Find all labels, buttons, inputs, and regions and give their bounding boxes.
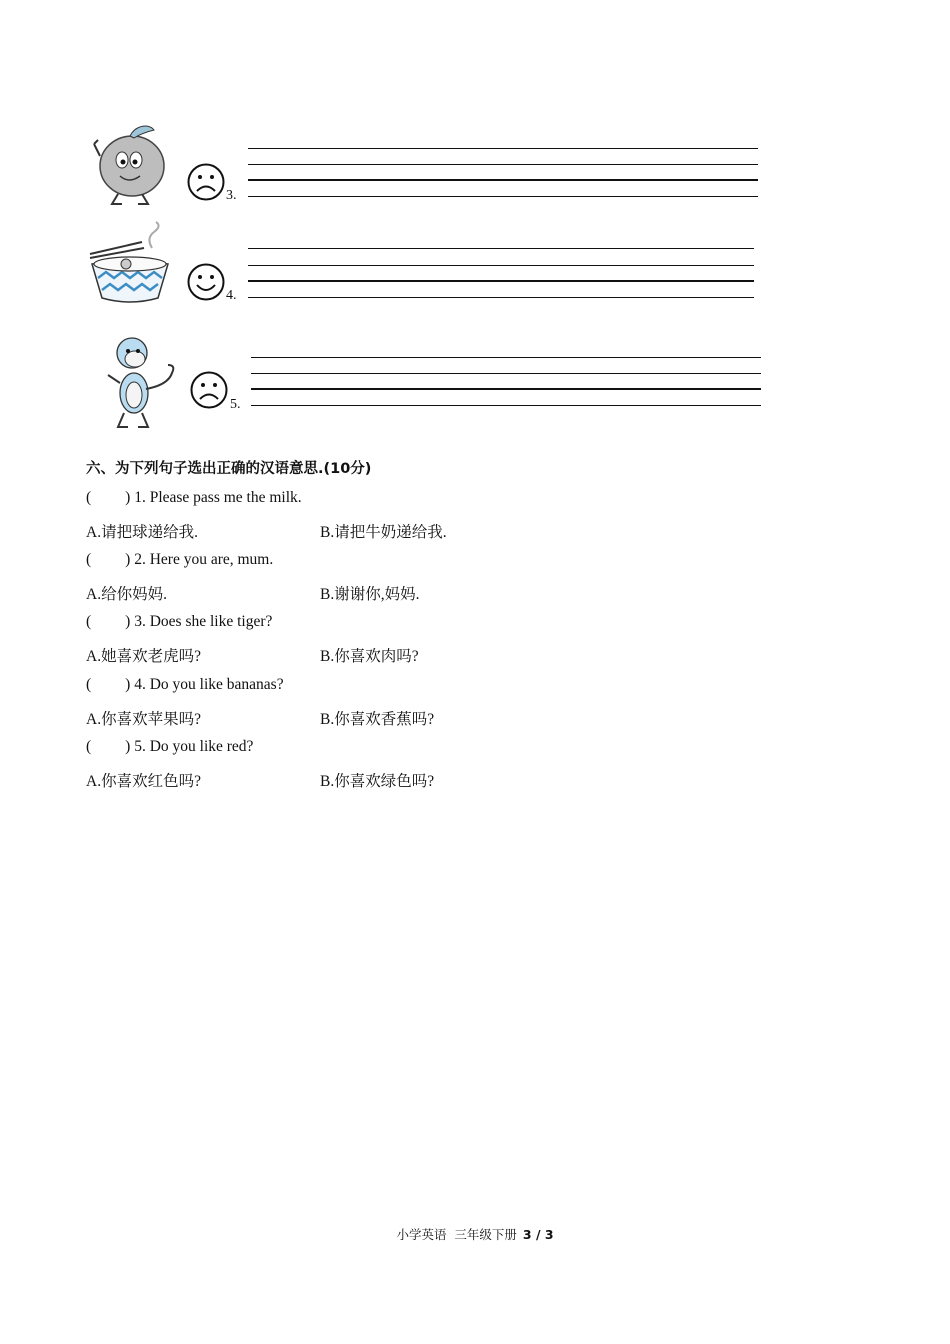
writing-row-5 xyxy=(86,335,786,445)
noodle-bowl-icon xyxy=(86,220,176,310)
option-b: B.谢谢你,妈妈. xyxy=(320,586,420,603)
section-title: 六、为下列句子选出正确的汉语意思.(10分) xyxy=(86,461,372,477)
happy-face-icon xyxy=(186,262,226,302)
option-a: A.她喜欢老虎吗? xyxy=(86,648,201,665)
option-b: B.你喜欢绿色吗? xyxy=(320,773,435,790)
option-b: B.你喜欢肉吗? xyxy=(320,648,419,665)
footer-text: 小学英语 三年级下册 xyxy=(396,1227,517,1242)
question-2: ( ) 2. Here you are, mum. xyxy=(86,551,274,568)
question-4: ( ) 4. Do you like bananas? xyxy=(86,676,284,693)
row-number: 4. xyxy=(226,288,237,303)
page-number: 3 / 3 xyxy=(522,1227,554,1242)
question-1: ( ) 1. Please pass me the milk. xyxy=(86,489,302,506)
writing-row-4 xyxy=(86,220,786,330)
monkey-cartoon-icon xyxy=(102,335,182,435)
question-5: ( ) 5. Do you like red? xyxy=(86,738,254,755)
option-b: B.你喜欢香蕉吗? xyxy=(320,711,435,728)
orange-cartoon-icon xyxy=(86,120,176,210)
sad-face-icon xyxy=(189,370,229,410)
page-footer xyxy=(0,1225,950,1243)
row-number: 3. xyxy=(226,188,237,203)
option-a: A.请把球递给我. xyxy=(86,524,198,541)
sad-face-icon xyxy=(186,162,226,202)
option-a: A.给你妈妈. xyxy=(86,586,167,603)
row-number: 5. xyxy=(230,397,241,412)
option-a: A.你喜欢苹果吗? xyxy=(86,711,201,728)
question-3: ( ) 3. Does she like tiger? xyxy=(86,613,273,630)
writing-row-3 xyxy=(86,120,786,230)
option-b: B.请把牛奶递给我. xyxy=(320,524,447,541)
option-a: A.你喜欢红色吗? xyxy=(86,773,201,790)
